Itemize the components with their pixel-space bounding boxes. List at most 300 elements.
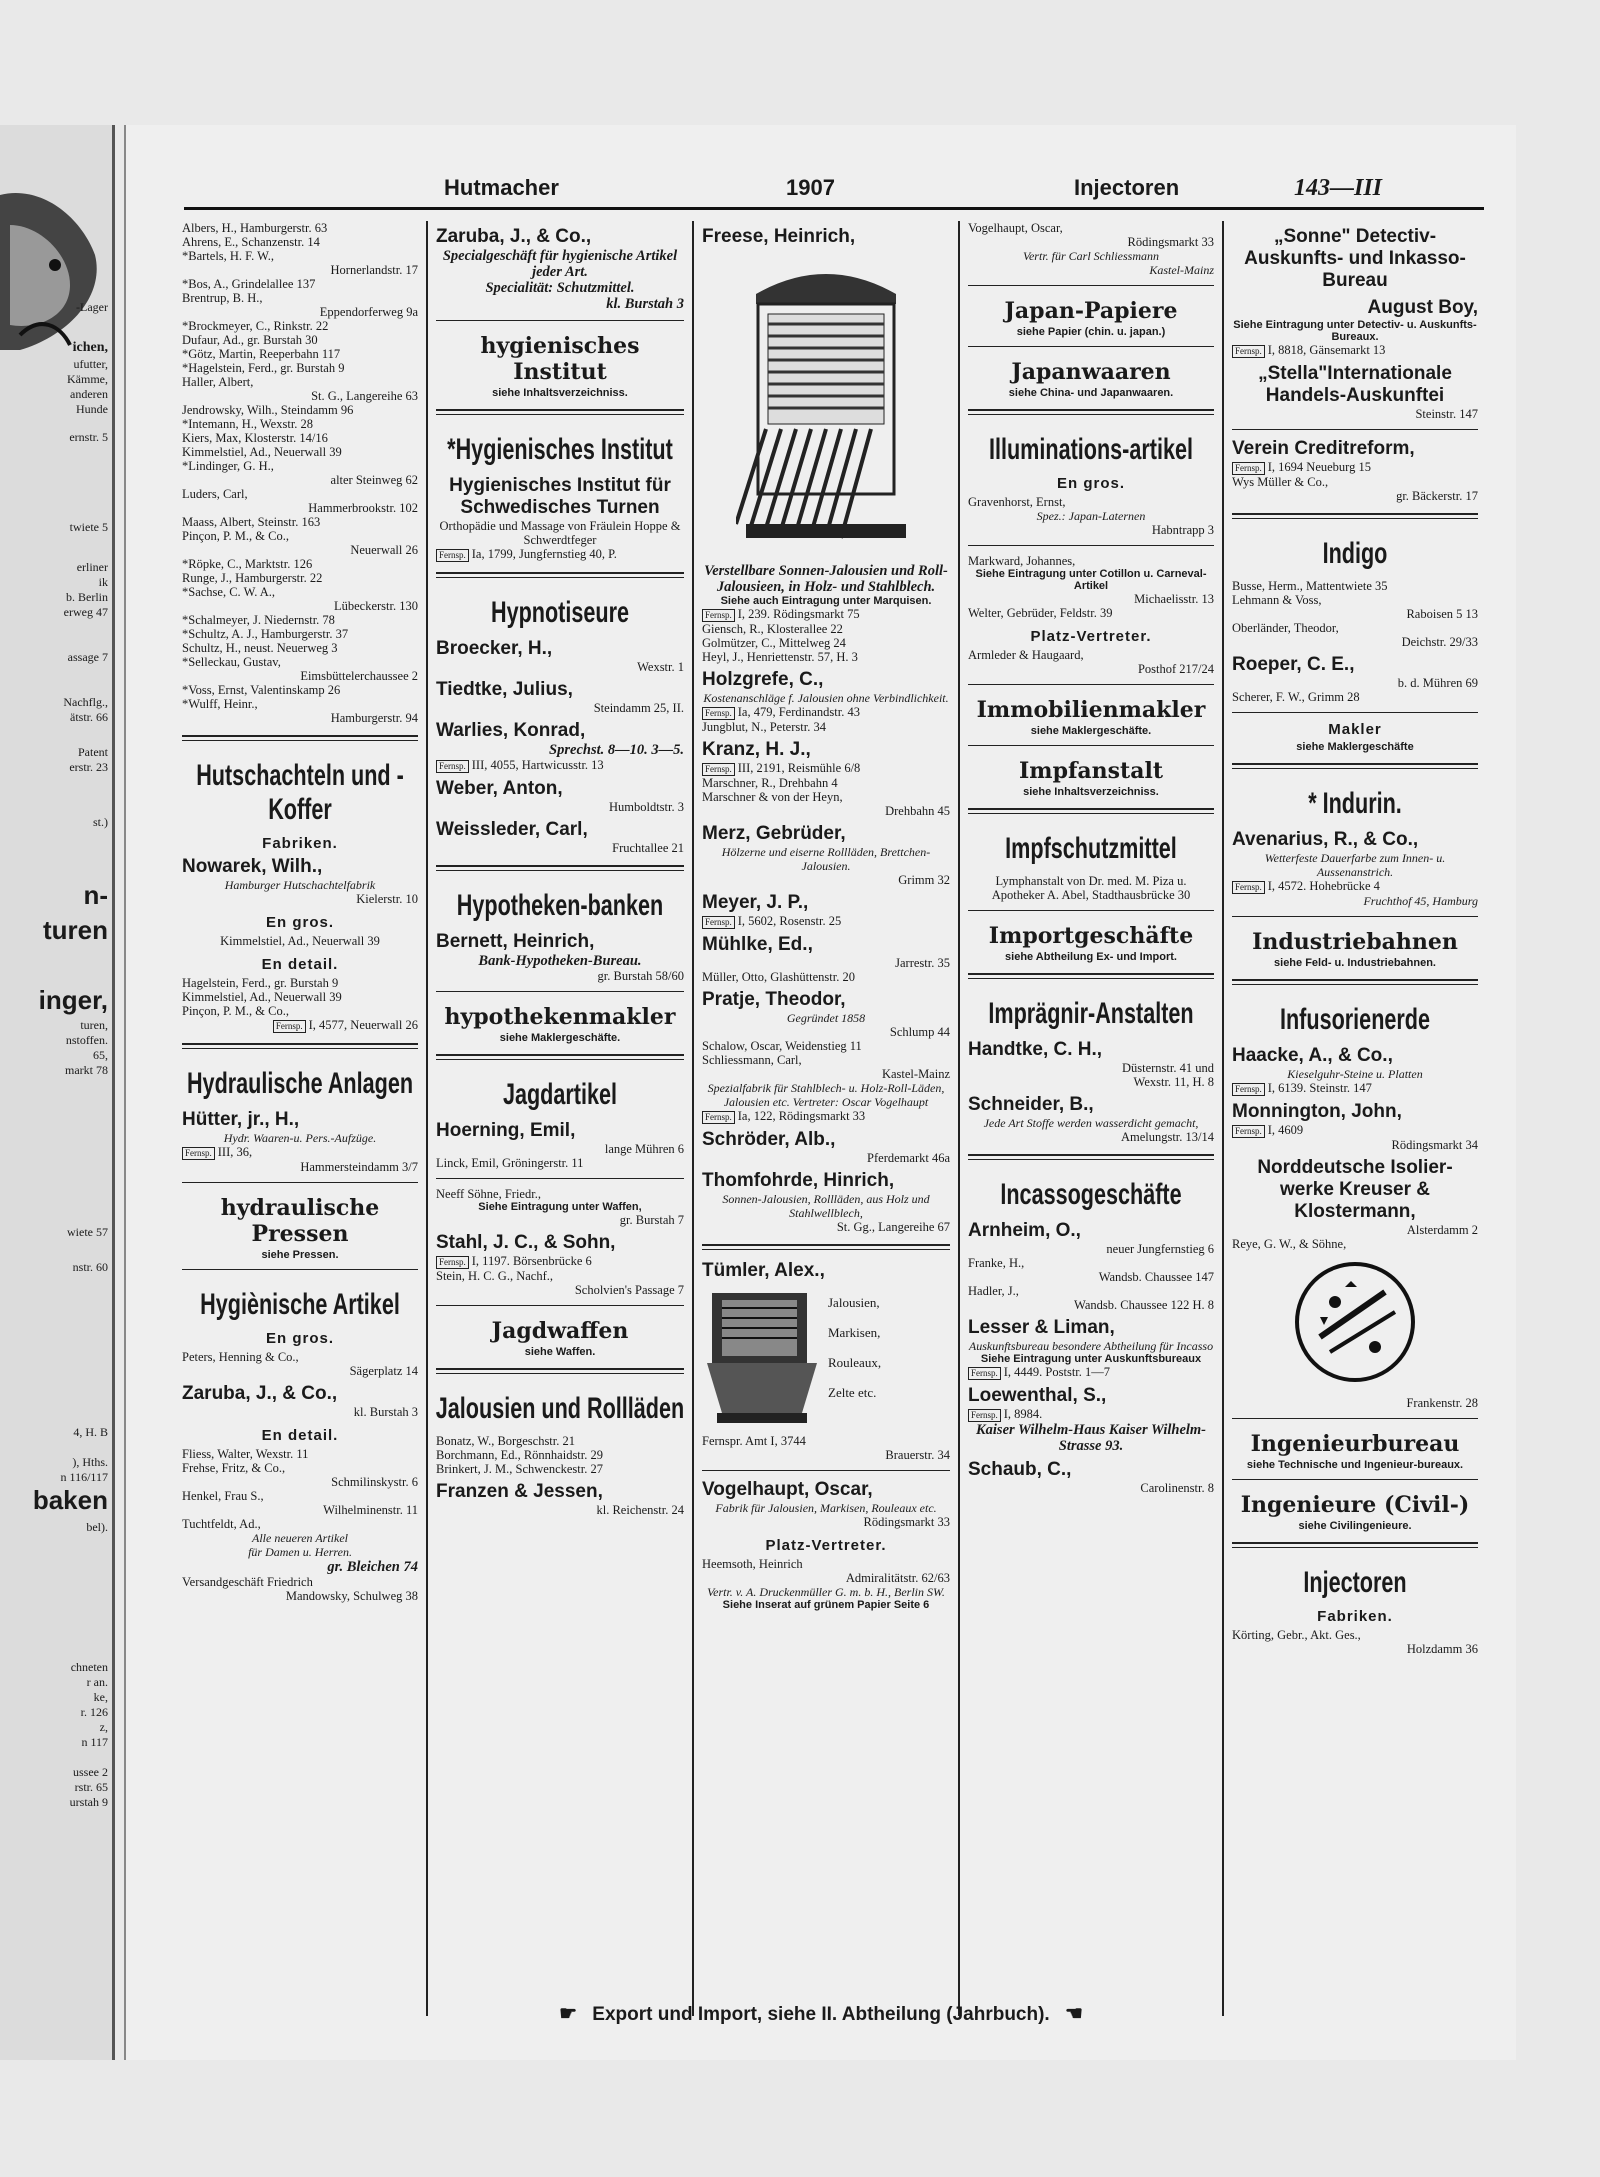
sliver-text: r. 126 (80, 1705, 108, 1719)
entry-note: Kastel-Mainz (1149, 263, 1214, 277)
sliver-text: rstr. 65 (74, 1780, 108, 1794)
entry-text: *Lindinger, G. H., (182, 459, 274, 473)
phone-listing (702, 705, 950, 720)
sliver-text: z, (99, 1720, 108, 1734)
entry-address: alter Steinweg 62 (330, 473, 418, 487)
business-name: Handtke, C. H., (968, 1039, 1103, 1060)
sliver-text: 65, (93, 1048, 108, 1062)
business-name: Bernett, Heinrich, (436, 931, 595, 952)
entry-note: Fabrik für Jalousien, Markisen, Rouleaux etc. (715, 1501, 937, 1515)
business-name: Freese, Heinrich, (702, 226, 856, 247)
double-rule (968, 973, 1214, 979)
entry-text: Ahrens, E., Schanzenstr. 14 (182, 235, 320, 249)
phone-address: I, 6139. Steinstr. 147 (1267, 1081, 1372, 1095)
fernsprecher-badge: Fernsp. (702, 609, 735, 622)
sliver-text: 4, H. B (73, 1425, 108, 1439)
sliver-text: r an. (86, 1675, 108, 1689)
entry-note: Hamburger Hutschachtelfabrik (224, 878, 376, 892)
category-heading: Hygiènische Artikel (200, 1288, 400, 1321)
entry-note: Vertr. für Carl Schliessmann (1022, 249, 1159, 263)
business-name: Weissleder, Carl, (436, 819, 588, 840)
entry-text: Wys Müller & Co., (1232, 475, 1329, 489)
fernsprecher-badge: Fernsp. (436, 760, 469, 773)
entry-text: Jendrowsky, Wilh., Steindamm 96 (182, 403, 354, 417)
fernsprecher-badge: Fernsp. (702, 763, 735, 776)
business-name: Lesser & Liman, (968, 1317, 1115, 1338)
entry-text: Giensch, R., Klosterallee 22 (702, 622, 843, 636)
category-heading: Hydraulische Anlagen (186, 1067, 414, 1100)
entry-address: Lübeckerstr. 130 (333, 599, 418, 613)
sliver-text: wiete 57 (67, 1225, 108, 1239)
fernsprecher-badge: Fernsp. (1232, 881, 1265, 894)
directory-page (124, 125, 1516, 2060)
cross-reference: Siehe Inserat auf grünem Papier Seite 6 (722, 1599, 930, 1611)
entry-address: gr. Bäckerstr. 17 (1396, 489, 1478, 503)
entry-note: Kieselguhr-Steine u. Platten (1287, 1067, 1423, 1081)
entry-text: Stein, H. C. G., Nachf., (436, 1269, 553, 1283)
category-heading-fraktur: Ingenieure (Civil-) (1240, 1492, 1470, 1518)
phone-listing (436, 758, 684, 773)
sliver-text: n 117 (81, 1735, 108, 1749)
category-heading-fraktur: hypothekenmakler (444, 1004, 676, 1030)
cross-reference: siehe Inhaltsverzeichniss. (1023, 786, 1159, 798)
double-rule (968, 1154, 1214, 1160)
category-heading: Incassogeschäfte (1000, 1178, 1182, 1211)
phone-listing (1232, 1081, 1478, 1096)
sliver-text: ik (98, 575, 108, 589)
business-name: Haacke, A., & Co., (1232, 1045, 1393, 1066)
entry-text: Kimmelstiel, Ad., Neuerwall 39 (182, 445, 342, 459)
cross-reference: Siehe Eintragung unter Detectiv- u. Auskunfts-Bureaux. (1233, 319, 1477, 343)
entry-ad-text: gr. Bleichen 74 (327, 1559, 418, 1575)
entry-text: *Wulff, Heinr., (182, 697, 258, 711)
sliver-text: ernstr. 5 (69, 430, 108, 444)
double-rule (182, 735, 418, 741)
phone-address: I, 8818, Gänsemarkt 13 (1267, 343, 1386, 357)
sliver-text: -Lager (76, 300, 108, 314)
phone-address: I, 8984. (1003, 1407, 1043, 1421)
category-heading: Hutschachteln und -Koffer (196, 759, 404, 826)
entry-address: Hamburgerstr. 94 (330, 711, 418, 725)
header-left-keyword: Hutmacher (444, 175, 559, 200)
rule (436, 1305, 684, 1306)
sliver-text: twiete 5 (69, 520, 108, 534)
category-heading: *Hygienisches Institut (447, 433, 673, 466)
business-name: Verein Creditreform, (1232, 438, 1415, 459)
entry-note: Spez.: Japan-Laternen (1036, 509, 1146, 523)
subheading: En detail. (261, 956, 339, 973)
cross-reference: Siehe Eintragung unter Auskunftsbureaux (980, 1353, 1202, 1365)
entry-text: Lehmann & Voss, (1232, 593, 1322, 607)
header-year: 1907 (786, 175, 835, 200)
subheading: Fabriken. (1317, 1608, 1393, 1625)
entry-text: *Selleckau, Gustav, (182, 655, 281, 669)
entry-text: Pinçon, P. M., & Co., (182, 529, 289, 543)
phone-address: I, 1197. Börsenbrücke 6 (471, 1254, 592, 1268)
cross-reference: siehe Technische und Ingenieur-bureaux. (1246, 1459, 1464, 1471)
entry-text: Fernspr. Amt I, 3744 (702, 1434, 806, 1448)
subheading: En detail. (261, 1427, 339, 1444)
category-heading-fraktur: Ingenieurbureau (1250, 1431, 1460, 1457)
footer-text: Export und Import, siehe II. Abtheilung (Jahrbuch). (592, 2004, 1050, 2025)
business-name: Warlies, Konrad, (436, 720, 586, 741)
entry-address: Amelungstr. 13/14 (1120, 1130, 1214, 1144)
tumler-line: Rouleaux, (828, 1355, 882, 1370)
entry-address: Wexstr. 1 (637, 660, 684, 674)
business-name: Arnheim, O., (968, 1220, 1081, 1241)
phone-address: III, 4055, Hartwicusstr. 13 (471, 758, 604, 772)
double-rule (702, 1244, 950, 1250)
entry-address: Carolinenstr. 8 (1140, 1481, 1214, 1495)
entry-text: Bonatz, W., Borgeschstr. 21 (436, 1434, 576, 1448)
category-heading-fraktur: hygienisches Institut (480, 333, 640, 385)
reye-logo (1232, 1257, 1478, 1390)
business-name: Mühlke, Ed., (702, 934, 813, 955)
category-heading: Hypotheken-banken (456, 889, 664, 922)
cross-reference: Siehe Eintragung unter Cotillon u. Carneval-Artikel (975, 568, 1207, 592)
entry-text: *Intemann, H., Wexstr. 28 (182, 417, 314, 431)
entry-text: Golmützer, C., Mittelweg 24 (702, 636, 846, 650)
column-rule (958, 221, 960, 2016)
entry-text: Franke, H., (968, 1256, 1025, 1270)
category-heading-fraktur: Jagdwaffen (491, 1318, 629, 1344)
entry-address: Schmilinskystr. 6 (331, 1475, 418, 1489)
business-name: Nowarek, Wilh., (182, 856, 323, 877)
phone-listing (968, 1365, 1214, 1380)
category-heading: Imprägnir-Anstalten (988, 997, 1194, 1030)
rule (1232, 1479, 1478, 1480)
entry-text: Marschner, R., Drehbahn 4 (702, 776, 838, 790)
entry-text: *Röpke, C., Marktstr. 126 (182, 557, 313, 571)
sliver-text: nstr. 60 (72, 1260, 108, 1274)
business-name: „Stella"Internationale Handels-Auskunftei (1258, 363, 1452, 406)
phone-address: I, 4577, Neuerwall 26 (308, 1018, 418, 1032)
column-4 (968, 221, 1214, 2011)
phone-address: I, 4572. Hohebrücke 4 (1267, 879, 1380, 893)
business-name: Monnington, John, (1232, 1101, 1402, 1122)
subheading: En gros. (265, 1330, 334, 1347)
subheading: En gros. (265, 914, 334, 931)
fernsprecher-badge: Fernsp. (702, 707, 735, 720)
column-rule (692, 221, 694, 2016)
pointing-hand-icon: ☛ (559, 2003, 577, 2025)
entry-note: Wetterfeste Dauerfarbe zum Innen- u. Aussenanstrich. (1264, 851, 1446, 879)
business-name: Kranz, H. J., (702, 739, 811, 760)
entry-text: Reye, G. W., & Söhne, (1232, 1237, 1347, 1251)
entry-address: Eimsbüttelerchaussee 2 (300, 669, 418, 683)
entry-address: Rödingsmarkt 33 (1127, 235, 1214, 249)
entry-text: Haller, Albert, (182, 375, 254, 389)
phone-listing (968, 1407, 1214, 1422)
sliver-text: Kämme, (67, 372, 108, 386)
entry-address: Kielerstr. 10 (356, 892, 418, 906)
page-header (126, 175, 1516, 205)
cross-reference: siehe Pressen. (261, 1249, 339, 1261)
subheading: Makler (1328, 721, 1382, 738)
entry-note: für Damen u. Herren. (248, 1545, 352, 1559)
entry-note: Gegründet 1858 (786, 1011, 866, 1025)
entry-text: Kimmelstiel, Ad., Neuerwall 39 (220, 934, 380, 948)
fernsprecher-badge: Fernsp. (702, 1111, 735, 1124)
entry-address: Raboisen 5 13 (1406, 607, 1478, 621)
entry-text: Tuchtfeldt, Ad., (182, 1517, 261, 1531)
phone-listing (1232, 879, 1478, 894)
sliver-text: inger, (38, 985, 108, 1015)
page-footer (126, 2001, 1516, 2026)
entry-address: Mandowsky, Schulweg 38 (285, 1589, 418, 1603)
entry-address: Wandsb. Chaussee 147 (1098, 1270, 1214, 1284)
page-number: 143—III (1294, 175, 1383, 201)
sliver-text: assage 7 (67, 650, 108, 664)
fernsprecher-badge: Fernsp. (273, 1020, 306, 1033)
sliver-text: turen, (80, 1018, 108, 1032)
column-3 (702, 221, 950, 2011)
entry-text: Jungblut, N., Peterstr. 34 (702, 720, 826, 734)
phone-listing (182, 1018, 418, 1033)
entry-note: Jede Art Stoffe werden wasserdicht gemacht, (983, 1116, 1199, 1130)
entry-address: Jarrestr. 35 (895, 956, 950, 970)
sliver-text: chneten (70, 1660, 108, 1674)
cross-reference: siehe Abtheilung Ex- und Import. (1005, 951, 1177, 963)
entry-note: Kostenanschläge f. Jalousien ohne Verbindlichkeit. (703, 691, 949, 705)
sliver-text: Patent (78, 745, 108, 759)
tumler-awning-illustration (702, 1288, 950, 1428)
entry-text: *Brockmeyer, C., Rinkstr. 22 (182, 319, 329, 333)
entry-address: Wilhelminenstr. 11 (323, 1503, 418, 1517)
entry-address: Wandsb. Chaussee 122 H. 8 (1074, 1298, 1214, 1312)
business-name: Schröder, Alb., (702, 1129, 836, 1150)
column-rule (1222, 221, 1224, 2016)
category-heading: Jalousien und Rollläden (436, 1392, 684, 1425)
fernsprecher-badge: Fernsp. (1232, 1083, 1265, 1096)
entry-address: Hornerlandstr. 17 (330, 263, 418, 277)
tumler-line: Jalousien, (828, 1295, 880, 1310)
entry-note: Vertr. v. A. Druckenmüller G. m. b. H., Berlin SW. (707, 1585, 945, 1599)
entry-text: Henkel, Frau S., (182, 1489, 264, 1503)
entry-address: Holzdamm 36 (1406, 1642, 1478, 1656)
category-heading: Impfschutzmittel (1005, 832, 1177, 865)
business-name: Schaub, C., (968, 1459, 1072, 1480)
business-name: Hütter, jr., H., (182, 1109, 300, 1130)
business-name: Pratje, Theodor, (702, 989, 846, 1010)
business-name: August Boy, (1367, 297, 1478, 318)
business-name: Franzen & Jessen, (436, 1481, 603, 1502)
entry-text: Runge, J., Hamburgerstr. 22 (182, 571, 323, 585)
entry-address: Humboldtstr. 3 (608, 800, 684, 814)
double-rule (436, 1368, 684, 1374)
entry-address: Schlump 44 (889, 1025, 950, 1039)
entry-text: Kimmelstiel, Ad., Neuerwall 39 (182, 990, 342, 1004)
category-heading-fraktur: Immobilienmakler (976, 697, 1206, 723)
subheading: Platz-Vertreter. (765, 1537, 887, 1554)
double-rule (1232, 1542, 1478, 1548)
tumler-line: Zelte etc. (828, 1385, 877, 1400)
entry-address: Grimm 32 (898, 873, 950, 887)
entry-address: b. d. Mühren 69 (1397, 676, 1478, 690)
subheading: Platz-Vertreter. (1030, 628, 1152, 645)
column-5 (1232, 221, 1478, 2011)
business-name: Tiedtke, Julius, (436, 679, 573, 700)
rule (1232, 916, 1478, 917)
entry-text: Versandgeschäft Friedrich (182, 1575, 313, 1589)
fernsprecher-badge: Fernsp. (968, 1409, 1001, 1422)
rule (1232, 1418, 1478, 1419)
phone-address: I, 5602, Rosenstr. 25 (737, 914, 842, 928)
business-name: Holzgrefe, C., (702, 669, 824, 690)
entry-text: Luders, Carl, (182, 487, 248, 501)
category-heading-fraktur: Impfanstalt (1019, 758, 1163, 784)
cross-reference: siehe Inhaltsverzeichniss. (492, 387, 628, 399)
sliver-text: st.) (93, 815, 108, 829)
entry-text: Brinkert, J. M., Schwenckestr. 27 (436, 1462, 603, 1476)
entry-note: Spezialfabrik für Stahlblech- u. Holz-Roll-Läden, Jalousien etc. Vertreter: Oscar Vogelhaupt (707, 1081, 945, 1109)
phone-address: I, 1694 Neueburg 15 (1267, 460, 1371, 474)
header-right-keyword: Injectoren (1074, 175, 1180, 200)
sliver-text: ussee 2 (73, 1765, 108, 1779)
cross-reference: siehe Civilingenieure. (1298, 1520, 1412, 1532)
entry-text: Vogelhaupt, Oscar, (968, 221, 1063, 235)
business-name: Broecker, H., (436, 638, 553, 659)
entry-address: Pferdemarkt 46a (867, 1151, 950, 1165)
phone-listing (182, 1145, 418, 1160)
entry-text: Frehse, Fritz, & Co., (182, 1461, 286, 1475)
entry-text: Schliessmann, Carl, (702, 1053, 802, 1067)
business-name: Zaruba, J., & Co., (182, 1383, 338, 1404)
entry-text: *Voss, Ernst, Valentinskamp 26 (182, 683, 341, 697)
entry-address: St. G., Langereihe 63 (311, 389, 418, 403)
sliver-text: urstah 9 (69, 1795, 108, 1809)
cross-reference: Siehe Eintragung unter Waffen, (478, 1201, 642, 1213)
column-1 (182, 221, 418, 2011)
entry-text: Schultz, H., neust. Neuerweg 3 (182, 641, 338, 655)
cross-reference: Siehe auch Eintragung unter Marquisen. (720, 595, 932, 607)
entry-text: Hagelstein, Ferd., gr. Burstah 9 (182, 976, 339, 990)
entry-text: *Schultz, A. J., Hamburgerstr. 37 (182, 627, 349, 641)
entry-text: Welter, Gebrüder, Feldstr. 39 (968, 606, 1113, 620)
entry-note: Fruchthof 45, Hamburg (1363, 894, 1478, 908)
sliver-text: ), Hths. (72, 1455, 108, 1469)
business-name: Vogelhaupt, Oscar, (702, 1479, 873, 1500)
entry-address: Fruchtallee 21 (612, 841, 684, 855)
entry-note: Sonnen-Jalousien, Rollläden, aus Holz und Stahlwellblech, (722, 1192, 930, 1220)
rule (436, 1178, 684, 1179)
entry-address: St. Gg., Langereihe 67 (836, 1220, 950, 1234)
entry-text: Lymphanstalt von Dr. med. M. Piza u. Apotheker A. Abel, Stadthausbrücke 30 (991, 874, 1191, 902)
business-name: Thomfohrde, Hinrich, (702, 1170, 895, 1191)
fernsprecher-badge: Fernsp. (1232, 462, 1265, 475)
phone-listing (702, 914, 950, 929)
phone-listing (1232, 1123, 1478, 1138)
entry-text: Pinçon, P. M., & Co., (182, 1004, 289, 1018)
fernsprecher-badge: Fernsp. (436, 549, 469, 562)
header-rule (184, 207, 1484, 210)
entry-address: Steindamm 25, II. (593, 701, 684, 715)
double-rule (968, 808, 1214, 814)
sliver-text: ichen, (72, 340, 108, 355)
left-page-sliver (0, 125, 115, 2060)
entry-text: Brentrup, B. H., (182, 291, 263, 305)
entry-ad-text: Sprechst. 8—10. 3—5. (549, 742, 684, 758)
category-heading-fraktur: Industriebahnen (1252, 929, 1458, 955)
rule (436, 991, 684, 992)
fernsprecher-badge: Fernsp. (436, 1256, 469, 1269)
entry-text: Marschner & von der Heyn, (702, 790, 843, 804)
category-heading: Jagdartikel (502, 1078, 618, 1111)
fernsprecher-badge: Fernsp. (968, 1367, 1001, 1380)
rule (968, 910, 1214, 911)
sliver-text: bel). (86, 1520, 108, 1534)
business-name: Stahl, J. C., & Sohn, (436, 1232, 616, 1253)
entry-address: lange Mühren 6 (604, 1142, 684, 1156)
phone-listing (702, 607, 950, 622)
entry-address: Michaelisstr. 13 (1134, 592, 1214, 606)
category-heading-fraktur: Importgeschäfte (988, 923, 1194, 949)
double-rule (968, 409, 1214, 415)
fernsprecher-badge: Fernsp. (1232, 1125, 1265, 1138)
entry-text: Hadler, J., (968, 1284, 1019, 1298)
business-name: Hygienisches Institut für Schwedisches Turnen (449, 475, 671, 518)
entry-address: kl. Burstah 3 (353, 1405, 418, 1419)
entry-text: Linck, Emil, Gröningerstr. 11 (436, 1156, 584, 1170)
entry-address: Deichstr. 29/33 (1401, 635, 1478, 649)
category-heading-fraktur: hydraulische Pressen (220, 1195, 380, 1247)
business-name: Hoerning, Emil, (436, 1120, 576, 1141)
entry-text: Scherer, F. W., Grimm 28 (1232, 690, 1360, 704)
phone-address: I, 4449. Poststr. 1—7 (1003, 1365, 1111, 1379)
phone-listing (702, 1109, 950, 1124)
phone-address: I, 4609 (1267, 1123, 1304, 1137)
entry-text: Fliess, Walter, Wexstr. 11 (182, 1447, 309, 1461)
rule (968, 285, 1214, 286)
sliver-text: n- (83, 880, 108, 910)
rule (1232, 712, 1478, 713)
entry-text: Müller, Otto, Glashüttenstr. 20 (702, 970, 855, 984)
cross-reference: siehe Maklergeschäfte. (499, 1032, 621, 1044)
fernsprecher-badge: Fernsp. (702, 916, 735, 929)
category-heading: * Indurin. (1308, 787, 1402, 820)
entry-text: Orthopädie und Massage von Fräulein Hoppe & Schwerdtfeger (439, 519, 681, 547)
entry-address: Alsterdamm 2 (1406, 1223, 1478, 1237)
double-rule (1232, 513, 1478, 519)
entry-text: Peters, Henning & Co., (182, 1350, 299, 1364)
entry-text: *Schalmeyer, J. Niedernstr. 78 (182, 613, 335, 627)
column-rule (426, 221, 428, 2016)
fernsprecher-badge: Fernsp. (182, 1147, 215, 1160)
entry-text: *Sachse, C. W. A., (182, 585, 276, 599)
entry-address: Wexstr. 11, H. 8 (1133, 1075, 1214, 1089)
entry-text: *Götz, Martin, Reeperbahn 117 (182, 347, 341, 361)
sliver-text: ufutter, (73, 357, 108, 371)
entry-address: Frankenstr. 28 (1406, 1396, 1478, 1410)
jalousie-window-illustration (702, 254, 950, 557)
phone-listing (1232, 460, 1478, 475)
category-heading: Infusorienerde (1279, 1003, 1431, 1036)
entry-text: Maass, Albert, Steinstr. 163 (182, 515, 321, 529)
entry-address: Düsternstr. 41 und (1121, 1061, 1214, 1075)
sliver-text: Nachflg., (63, 695, 108, 709)
entry-ad-text: Specialität: Schutzmittel. (485, 280, 635, 296)
entry-text: Heyl, J., Henriettenstr. 57, H. 3 (702, 650, 858, 664)
phone-address: III, 36, (217, 1145, 253, 1159)
entry-text: Körting, Gebr., Akt. Ges., (1232, 1628, 1361, 1642)
category-heading: Injectoren (1303, 1566, 1407, 1599)
phone-address: I, 239. Rödingsmarkt 75 (737, 607, 860, 621)
phone-listing (436, 547, 684, 562)
column-2 (436, 221, 684, 2011)
sliver-text: erliner (76, 560, 108, 574)
entry-text: *Bartels, H. F. W., (182, 249, 275, 263)
entry-text: Schalow, Oscar, Weidenstieg 11 (702, 1039, 862, 1053)
